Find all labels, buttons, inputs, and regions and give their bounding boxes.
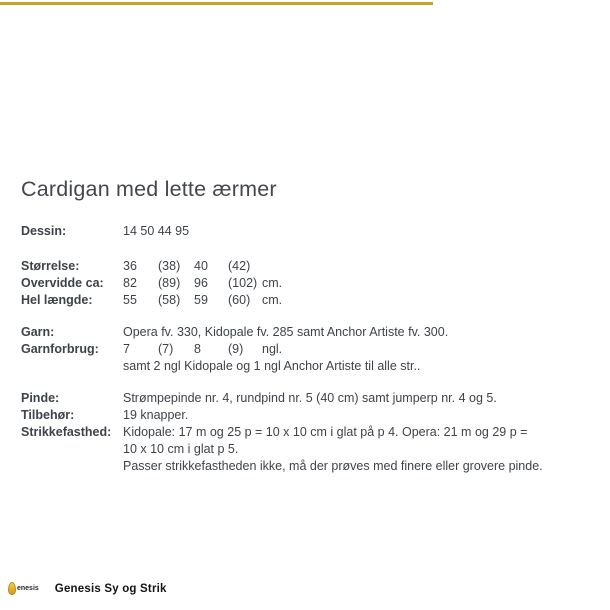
size-unit: cm. (262, 293, 283, 307)
size-value: (89) (158, 276, 181, 290)
size-row-values (123, 258, 596, 275)
size-value: (58) (158, 293, 181, 307)
brand-name: Genesis Sy og Strik (54, 582, 167, 595)
genesis-logo (8, 582, 39, 595)
size-row-label: Overvidde ca: (21, 276, 104, 290)
dessin-value: 14 50 44 95 (123, 224, 190, 238)
garn-row (21, 324, 596, 341)
tilbehor-row (21, 407, 596, 424)
footer (8, 582, 167, 595)
size-value: (60) (228, 293, 251, 307)
top-accent-line (0, 2, 433, 5)
tilbehor-value: 19 knapper. (123, 408, 189, 422)
spacer (21, 240, 596, 258)
size-row (21, 292, 596, 309)
strikkefasthed-line1: Kidopale: 17 m og 25 p = 10 x 10 cm i glat på p 4. Opera: 21 m og 29 p = (123, 425, 528, 439)
garn-value: Opera fv. 330, Kidopale fv. 285 samt Anchor Artiste fv. 300. (123, 325, 449, 339)
pattern-sheet (21, 177, 596, 475)
strikkefasthed-label: Strikkefasthed: (21, 425, 112, 439)
garnforbrug-value: (7) (158, 342, 174, 356)
size-unit: cm. (262, 276, 283, 290)
size-row-label: Størrelse: (21, 259, 80, 273)
garnforbrug-note-row (21, 358, 596, 375)
size-row (21, 275, 596, 292)
tilbehor-label: Tilbehør: (21, 408, 75, 422)
page-title: Cardigan med lette ærmer (21, 177, 277, 201)
garnforbrug-value: 8 (194, 342, 201, 356)
garnforbrug-note: samt 2 ngl Kidopale og 1 ngl Anchor Artiste til alle str.. (123, 359, 421, 373)
spacer (21, 375, 596, 390)
pinde-label: Pinde: (21, 391, 60, 405)
dessin-label: Dessin: (21, 224, 67, 238)
strikkefasthed-row3 (21, 458, 596, 475)
size-value: (42) (228, 259, 251, 273)
size-value: 36 (123, 259, 137, 273)
garnforbrug-label: Garnforbrug: (21, 342, 99, 356)
strikkefasthed-line3: Passer strikkefastheden ikke, må der prøves med finere eller grovere pinde. (123, 459, 543, 473)
strikkefasthed-row (21, 424, 596, 441)
size-value: 40 (194, 259, 208, 273)
pinde-value: Strømpepinde nr. 4, rundpind nr. 5 (40 cm) samt jumperp nr. 4 og 5. (123, 391, 497, 405)
size-value: 82 (123, 276, 137, 290)
flame-icon (8, 582, 16, 595)
size-row-values (123, 292, 596, 309)
garnforbrug-unit: ngl. (262, 342, 283, 356)
size-row (21, 258, 596, 275)
garnforbrug-values (123, 341, 596, 358)
strikkefasthed-row2 (21, 441, 596, 458)
size-value: (38) (158, 259, 181, 273)
size-value: 55 (123, 293, 137, 307)
garnforbrug-value: 7 (123, 342, 130, 356)
size-value: 59 (194, 293, 208, 307)
dessin-row (21, 223, 596, 240)
size-row-label: Hel længde: (21, 293, 93, 307)
size-value: 96 (194, 276, 208, 290)
size-value: (102) (228, 276, 258, 290)
spacer (21, 309, 596, 324)
garnforbrug-value: (9) (228, 342, 244, 356)
size-row-values (123, 275, 596, 292)
garn-label: Garn: (21, 325, 55, 339)
garnforbrug-row (21, 341, 596, 358)
logo-wordmark: enesis (17, 585, 39, 592)
pinde-row (21, 390, 596, 407)
strikkefasthed-line2: 10 x 10 cm i glat p 5. (123, 442, 239, 456)
